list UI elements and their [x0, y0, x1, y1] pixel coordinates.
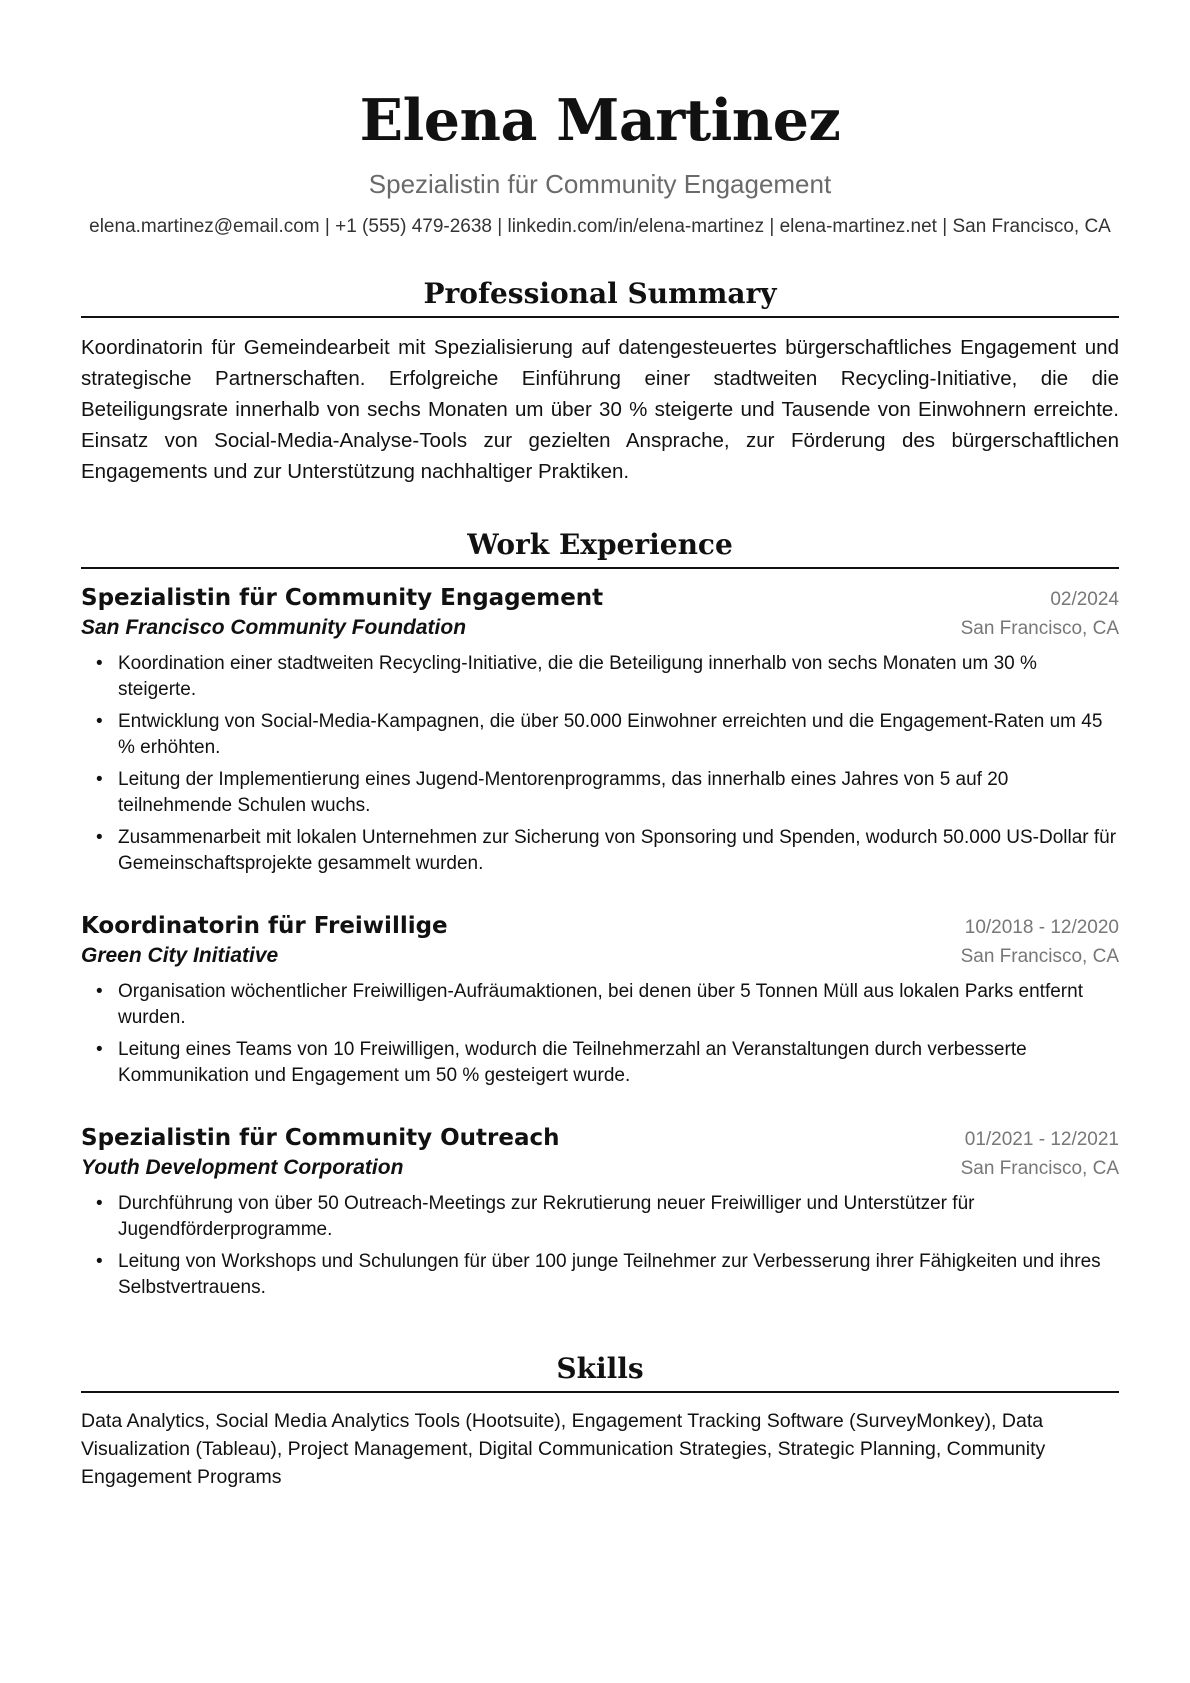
list-item: • Koordination einer stadtweiten Recycling-Initiative, die die Beteiligung innerhalb von sechs Monaten um 30 % steigerte. [81, 651, 1119, 703]
job-bullets [81, 1191, 1119, 1301]
experience-heading: Work Experience [467, 528, 733, 561]
job-entry [81, 911, 1119, 1089]
job-title: Spezialistin für Community Engagement [81, 585, 604, 611]
job-location: San Francisco, CA [960, 946, 1119, 967]
list-item: • Leitung der Implementierung eines Jugend-Mentorenprogramms, das innerhalb eines Jahres von 5 auf 20 teilnehmende Schulen wuchs. [81, 767, 1119, 819]
candidate-headline: Spezialistin für Community Engagement [368, 169, 832, 199]
contact-line: elena.martinez@email.com | +1 (555) 479-2638 | linkedin.com/in/elena-martinez | elena-martinez.net | San Francisco, CA [89, 216, 1111, 237]
skills-text: Data Analytics, Social Media Analytics Tools (Hootsuite), Engagement Tracking Software (SurveyMonkey), Data Visualization (Tableau), Project Management, Digital Communication Strategies, Strategic Planning, Community Engagement Programs [81, 1410, 1046, 1488]
job-date: 01/2021 - 12/2021 [964, 1129, 1119, 1150]
list-item: • Zusammenarbeit mit lokalen Unternehmen zur Sicherung von Sponsoring und Spenden, wodurch 50.000 US-Dollar für Gemeinschaftsprojekte gesammelt wurden. [81, 825, 1119, 877]
experience-section [81, 527, 1119, 1301]
job-entry [81, 583, 1119, 877]
job-company: Green City Initiative [81, 944, 279, 967]
resume-header [81, 88, 1119, 238]
candidate-name: Elena Martinez [359, 87, 841, 154]
summary-heading: Professional Summary [423, 277, 777, 310]
job-company: San Francisco Community Foundation [81, 616, 467, 639]
job-company: Youth Development Corporation [81, 1156, 404, 1179]
experience-divider [81, 567, 1119, 569]
summary-text: Koordinatorin für Gemeindearbeit mit Spezialisierung auf datengesteuertes bürgerschaftliches Engagement und strategische Partnerschaften. Erfolgreiche Einführung einer stadtweiten Recycling-Initiative, die die Beteiligungsrate innerhalb von sechs Monaten um über 30 % steigerte und Tausende von Einwohnern erreichte. Einsatz von Social-Media-Analyse-Tools zur gezielten Ansprache, zur Förderung des bürgerschaftlichen Engagements und zur Unterstützung nachhaltiger Praktiken. [81, 336, 1119, 483]
job-entry [81, 1123, 1119, 1301]
list-item: • Entwicklung von Social-Media-Kampagnen, die über 50.000 Einwohner erreichten und die Engagement-Raten um 45 % erhöhten. [81, 709, 1119, 761]
summary-section [81, 276, 1119, 487]
list-item: • Durchführung von über 50 Outreach-Meetings zur Rekrutierung neuer Freiwilliger und Unterstützer für Jugendförderprogramme. [81, 1191, 1119, 1243]
list-item: • Leitung von Workshops und Schulungen für über 100 junge Teilnehmer zur Verbesserung ihrer Fähigkeiten und ihres Selbstvertrauens. [81, 1249, 1119, 1301]
list-item: • Organisation wöchentlicher Freiwilligen-Aufräumaktionen, bei denen über 5 Tonnen Müll aus lokalen Parks entfernt wurden. [81, 979, 1119, 1031]
job-date: 10/2018 - 12/2020 [964, 917, 1119, 938]
job-title: Spezialistin für Community Outreach [81, 1125, 560, 1151]
skills-heading: Skills [556, 1352, 644, 1385]
job-title: Koordinatorin für Freiwillige [81, 913, 448, 939]
job-date: 02/2024 [1050, 589, 1119, 610]
skills-section [81, 1351, 1119, 1491]
job-bullets [81, 979, 1119, 1089]
resume-page [81, 0, 1119, 1491]
job-location: San Francisco, CA [960, 618, 1119, 639]
job-bullets [81, 651, 1119, 877]
list-item: • Leitung eines Teams von 10 Freiwilligen, wodurch die Teilnehmerzahl an Veranstaltungen durch verbesserte Kommunikation und Engagement um 50 % gesteigert wurde. [81, 1037, 1119, 1089]
summary-divider [81, 316, 1119, 318]
skills-divider [81, 1391, 1119, 1393]
job-location: San Francisco, CA [960, 1158, 1119, 1179]
